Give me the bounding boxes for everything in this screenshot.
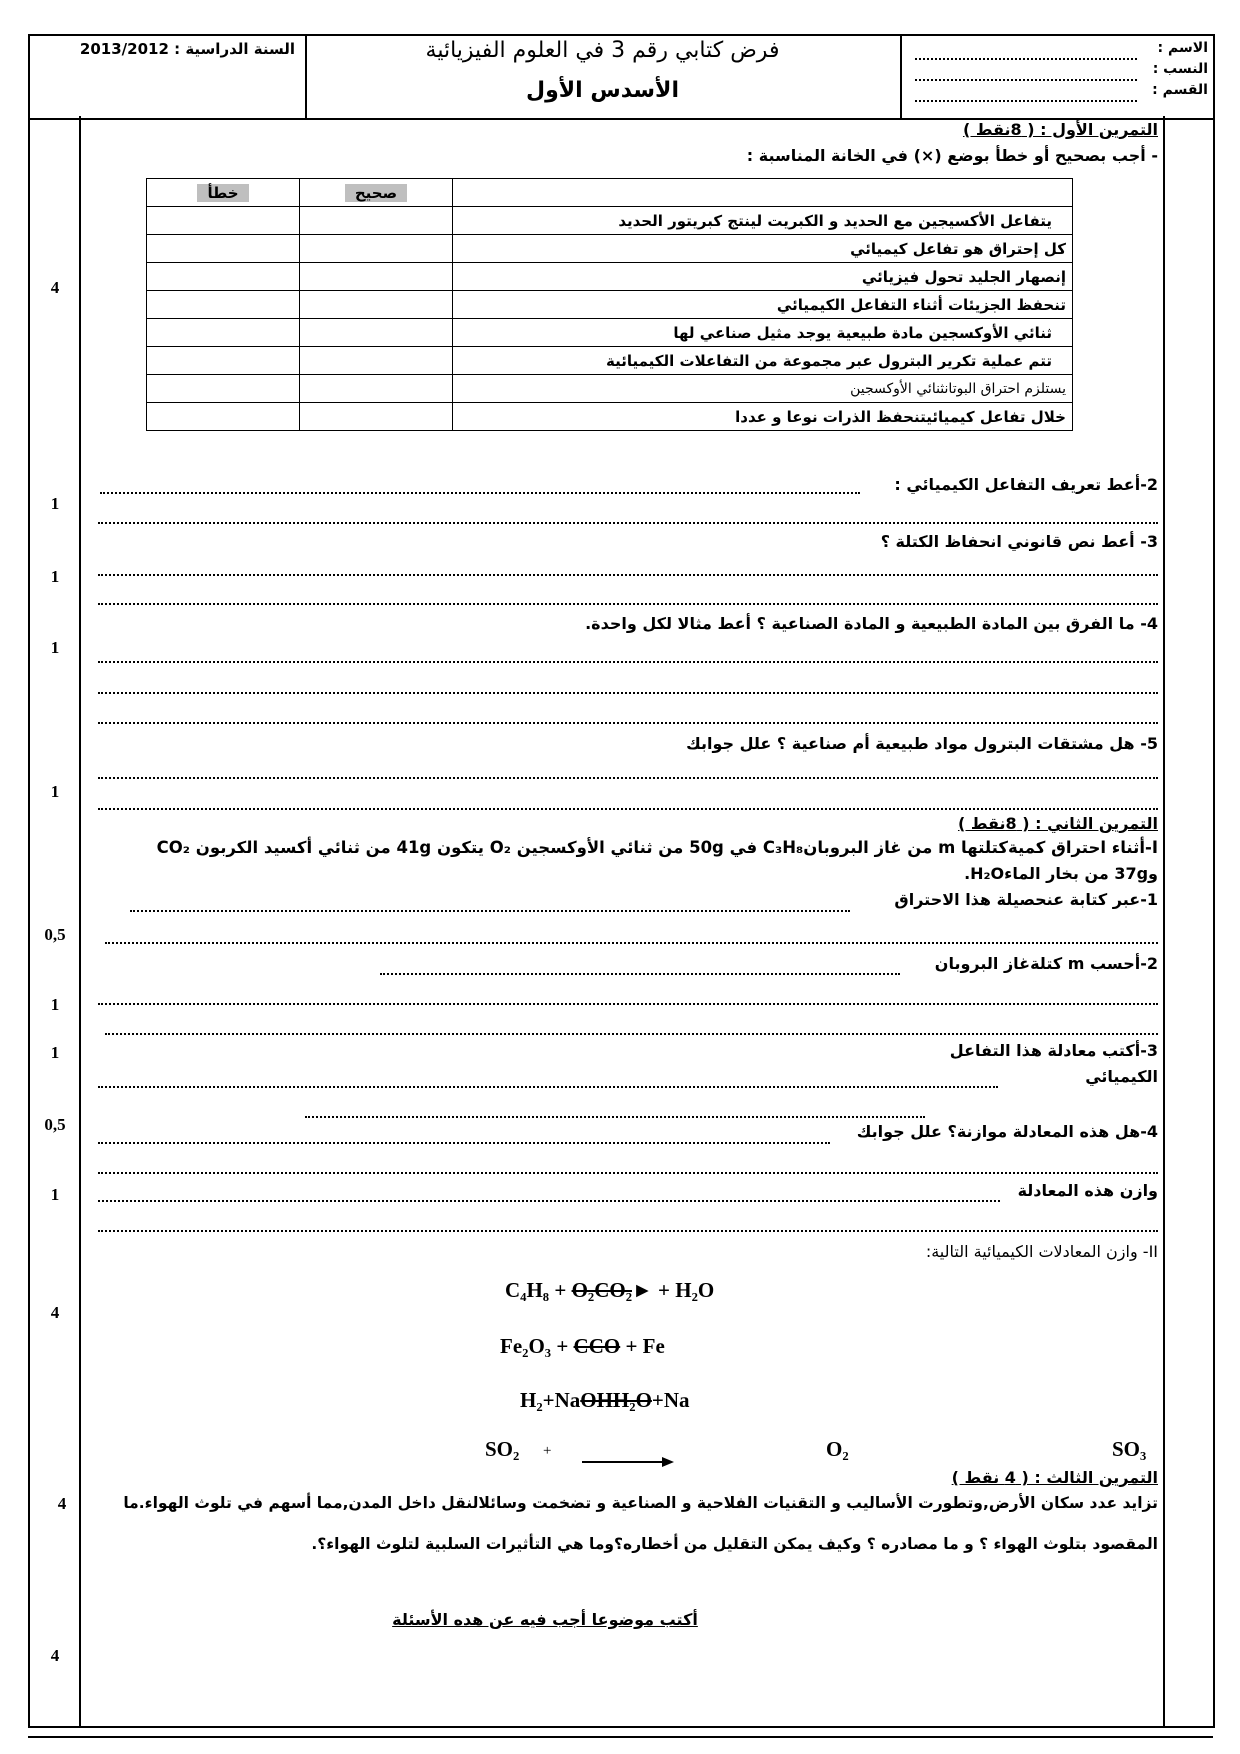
score-ex3-essay: 4 <box>50 1646 60 1665</box>
true-column-header: صحيح <box>300 179 453 207</box>
ex3-line2: المقصود بتلوث الهواء ؟ و ما مصادره ؟ وكيف يمكن التقليل من أخطاره؟وما هي التأثيرات السلبية لتلوث الهواء؟. <box>311 1535 1158 1553</box>
ex1-instruction: - أجب بصحيح أو خطأ بوضع (×) في الخانة المناسبة : <box>746 146 1158 165</box>
ex2-q3-line1: 3-أكتب معادلة هذا التفاعل <box>949 1041 1158 1060</box>
answer-line[interactable] <box>98 808 1158 810</box>
answer-line[interactable] <box>98 574 1158 576</box>
score-ex2-q1: 0,5 <box>44 925 66 944</box>
arrow-icon: ► <box>632 1278 653 1302</box>
answer-line[interactable] <box>98 1200 1000 1202</box>
answer-line[interactable] <box>98 722 1158 724</box>
statement: يتفاعل الأكسيجين مع الحديد و الكبريت لينتج كبريتور الحديد <box>453 207 1073 235</box>
table-header-row <box>147 179 1073 207</box>
table-row <box>147 375 1073 403</box>
answer-line[interactable] <box>380 973 900 975</box>
ex2-intro-line2: و37g من بخار الماءH₂O. <box>964 864 1158 883</box>
statement: يستلزم احتراق البوتانثنائي الأوكسجين <box>453 375 1073 403</box>
equation-4-plus: + <box>543 1443 552 1459</box>
statement: كل إحتراق هو تفاعل كيميائي <box>453 235 1073 263</box>
eq2-right: + Fe <box>620 1334 665 1358</box>
score-ex1-table: 4 <box>50 278 60 297</box>
statement: تنحفظ الجزيئات أثناء التفاعل الكيميائي <box>453 291 1073 319</box>
true-cell[interactable] <box>300 403 453 431</box>
ex1-q2: 2-أعط تعريف التفاعل الكيميائي : <box>894 475 1158 494</box>
reaction-arrow-icon <box>582 1453 674 1472</box>
ex3-line1: تزايد عدد سكان الأرض,وتطورت الأساليب و التقنيات الفلاحية و الصناعية و تضخمت وسائلالنقل داخل المدن,مما أسهم في تلوث الهواء.ما <box>123 1494 1158 1512</box>
true-cell[interactable] <box>300 319 453 347</box>
answer-line[interactable] <box>98 692 1158 694</box>
score-column-divider <box>79 116 81 1728</box>
true-cell[interactable] <box>300 375 453 403</box>
class-field-label: القسم : <box>1152 82 1208 98</box>
ex2-part2: II- وازن المعادلات الكيميائية التالية: <box>925 1242 1158 1261</box>
ex2-q1: 1-عبر كتابة عنحصيلة هذا الاحتراق <box>894 890 1158 909</box>
equation-1 <box>505 1278 714 1303</box>
table-row <box>147 347 1073 375</box>
false-cell[interactable] <box>147 319 300 347</box>
score-ex2-q2: 1 <box>50 995 60 1014</box>
eq2-left: Fe₂O₃ + <box>500 1334 574 1358</box>
score-ex1-q4: 1 <box>50 638 60 657</box>
statement: خلال تفاعل كيميائيتنحفظ الذرات نوعا و عددا <box>453 403 1073 431</box>
ex2-q3-line2: الكيميائي <box>1085 1067 1158 1086</box>
ex2-q4b: وازن هذه المعادلة <box>1017 1181 1158 1200</box>
answer-line[interactable] <box>305 1116 925 1118</box>
statement: تتم عملية تكرير البترول عبر مجموعة من التفاعلات الكيميائية <box>453 347 1073 375</box>
bottom-rule <box>28 1736 1213 1738</box>
true-false-table <box>146 178 1073 431</box>
table-row <box>147 263 1073 291</box>
true-cell[interactable] <box>300 235 453 263</box>
answer-line[interactable] <box>100 492 860 494</box>
ex2-q2: 2-أحسب m كتلةغاز البروبان <box>934 954 1158 973</box>
header-divider-right <box>900 34 902 118</box>
table-row <box>147 319 1073 347</box>
name-field[interactable] <box>915 58 1137 60</box>
surname-field[interactable] <box>915 79 1137 81</box>
answer-line[interactable] <box>98 1142 830 1144</box>
false-cell[interactable] <box>147 403 300 431</box>
score-ex1-q5: 1 <box>50 782 60 801</box>
answer-line[interactable] <box>98 661 1158 663</box>
true-cell[interactable] <box>300 347 453 375</box>
ex1-q5: 5- هل مشتقات البترول مواد طبيعية أم صناعية ؟ علل جوابك <box>686 734 1158 753</box>
false-cell[interactable] <box>147 207 300 235</box>
ex1-title: التمرين الأول : ( 8نقط ) <box>962 120 1158 139</box>
answer-line[interactable] <box>98 1003 1158 1005</box>
answer-line[interactable] <box>98 1086 998 1088</box>
equation-4-left: SO₂ <box>485 1437 520 1461</box>
score-ex1-q2: 1 <box>50 494 60 513</box>
score-ex3: 4 <box>57 1494 67 1513</box>
equation-4-right: SO₃ <box>1112 1437 1147 1461</box>
score-ex2-part2: 4 <box>50 1303 60 1322</box>
table-row <box>147 207 1073 235</box>
answer-line[interactable] <box>98 1172 1158 1174</box>
exam-title: فرض كتابي رقم 3 في العلوم الفيزيائية <box>425 38 780 63</box>
answer-line[interactable] <box>98 1230 1158 1232</box>
table-row <box>147 291 1073 319</box>
school-year: السنة الدراسية : 2013/2012 <box>79 40 295 58</box>
ex1-q4: 4- ما الفرق بين المادة الطبيعية و المادة الصناعية ؟ أعط مثالا لكل واحدة. <box>585 614 1158 633</box>
false-cell[interactable] <box>147 263 300 291</box>
answer-line[interactable] <box>105 942 1158 944</box>
true-cell[interactable] <box>300 207 453 235</box>
ex3-title: التمرين الثالث : ( 4 نقط ) <box>951 1468 1158 1487</box>
ex2-title: التمرين الثاني : ( 8نقط ) <box>957 814 1158 833</box>
false-cell[interactable] <box>147 375 300 403</box>
answer-line[interactable] <box>105 1033 1158 1035</box>
false-cell[interactable] <box>147 347 300 375</box>
eq1-struck: O₂CO₂ <box>571 1278 632 1302</box>
answer-line[interactable] <box>98 522 1158 524</box>
ex1-q3: 3- أعط نص قانوني انحفاظ الكتلة ؟ <box>880 532 1158 551</box>
eq3-left: H₂+Na <box>520 1388 581 1412</box>
ex2-q4: 4-هل هذه المعادلة موازنة؟ علل جوابك <box>856 1122 1158 1141</box>
equation-2 <box>500 1334 665 1359</box>
statement: إنصهار الجليد تحول فيزيائي <box>453 263 1073 291</box>
score-ex2-q3: 1 <box>50 1043 60 1062</box>
ex2-intro-line1: I-أثناء احتراق كميةكتلتها m من غاز البروبانC₃H₈ في 50g من ثنائي الأوكسجين O₂ يتكون 41g من ثنائي أكسيد الكربون CO₂ <box>156 838 1158 857</box>
table-row <box>147 235 1073 263</box>
surname-field-label: النسب : <box>1152 61 1208 77</box>
score-ex2-q4b: 1 <box>50 1185 60 1204</box>
header-divider-left <box>305 34 307 118</box>
eq1-right: + H₂O <box>652 1278 715 1302</box>
eq3-struck: OHH₂O <box>580 1388 652 1412</box>
answer-line[interactable] <box>130 910 850 912</box>
statement: ثنائي الأوكسجين مادة طبيعية يوجد مثيل صناعي لها <box>453 319 1073 347</box>
table-row <box>147 403 1073 431</box>
score-ex2-q4: 0,5 <box>44 1115 66 1134</box>
eq1-left: C₄H₈ + <box>505 1278 572 1302</box>
eq3-right: +Na <box>651 1388 690 1412</box>
true-cell[interactable] <box>300 263 453 291</box>
answer-line[interactable] <box>98 603 1158 605</box>
class-field[interactable] <box>915 100 1137 102</box>
margin-column-divider <box>1163 116 1165 1728</box>
name-field-label: الاسم : <box>1157 40 1208 56</box>
true-cell[interactable] <box>300 291 453 319</box>
statement-header <box>453 179 1073 207</box>
score-ex1-q3: 1 <box>50 567 60 586</box>
equation-4-mid: O₂ <box>826 1437 849 1461</box>
answer-line[interactable] <box>98 777 1158 779</box>
equation-3 <box>520 1388 690 1413</box>
exam-level: الأسدس الأول <box>526 78 679 103</box>
ex3-task: أكتب موضوعا أجب فيه عن هده الأسئلة <box>392 1610 698 1629</box>
false-cell[interactable] <box>147 235 300 263</box>
eq2-struck: CCO <box>573 1334 621 1358</box>
false-column-header: خطأ <box>147 179 300 207</box>
false-cell[interactable] <box>147 291 300 319</box>
